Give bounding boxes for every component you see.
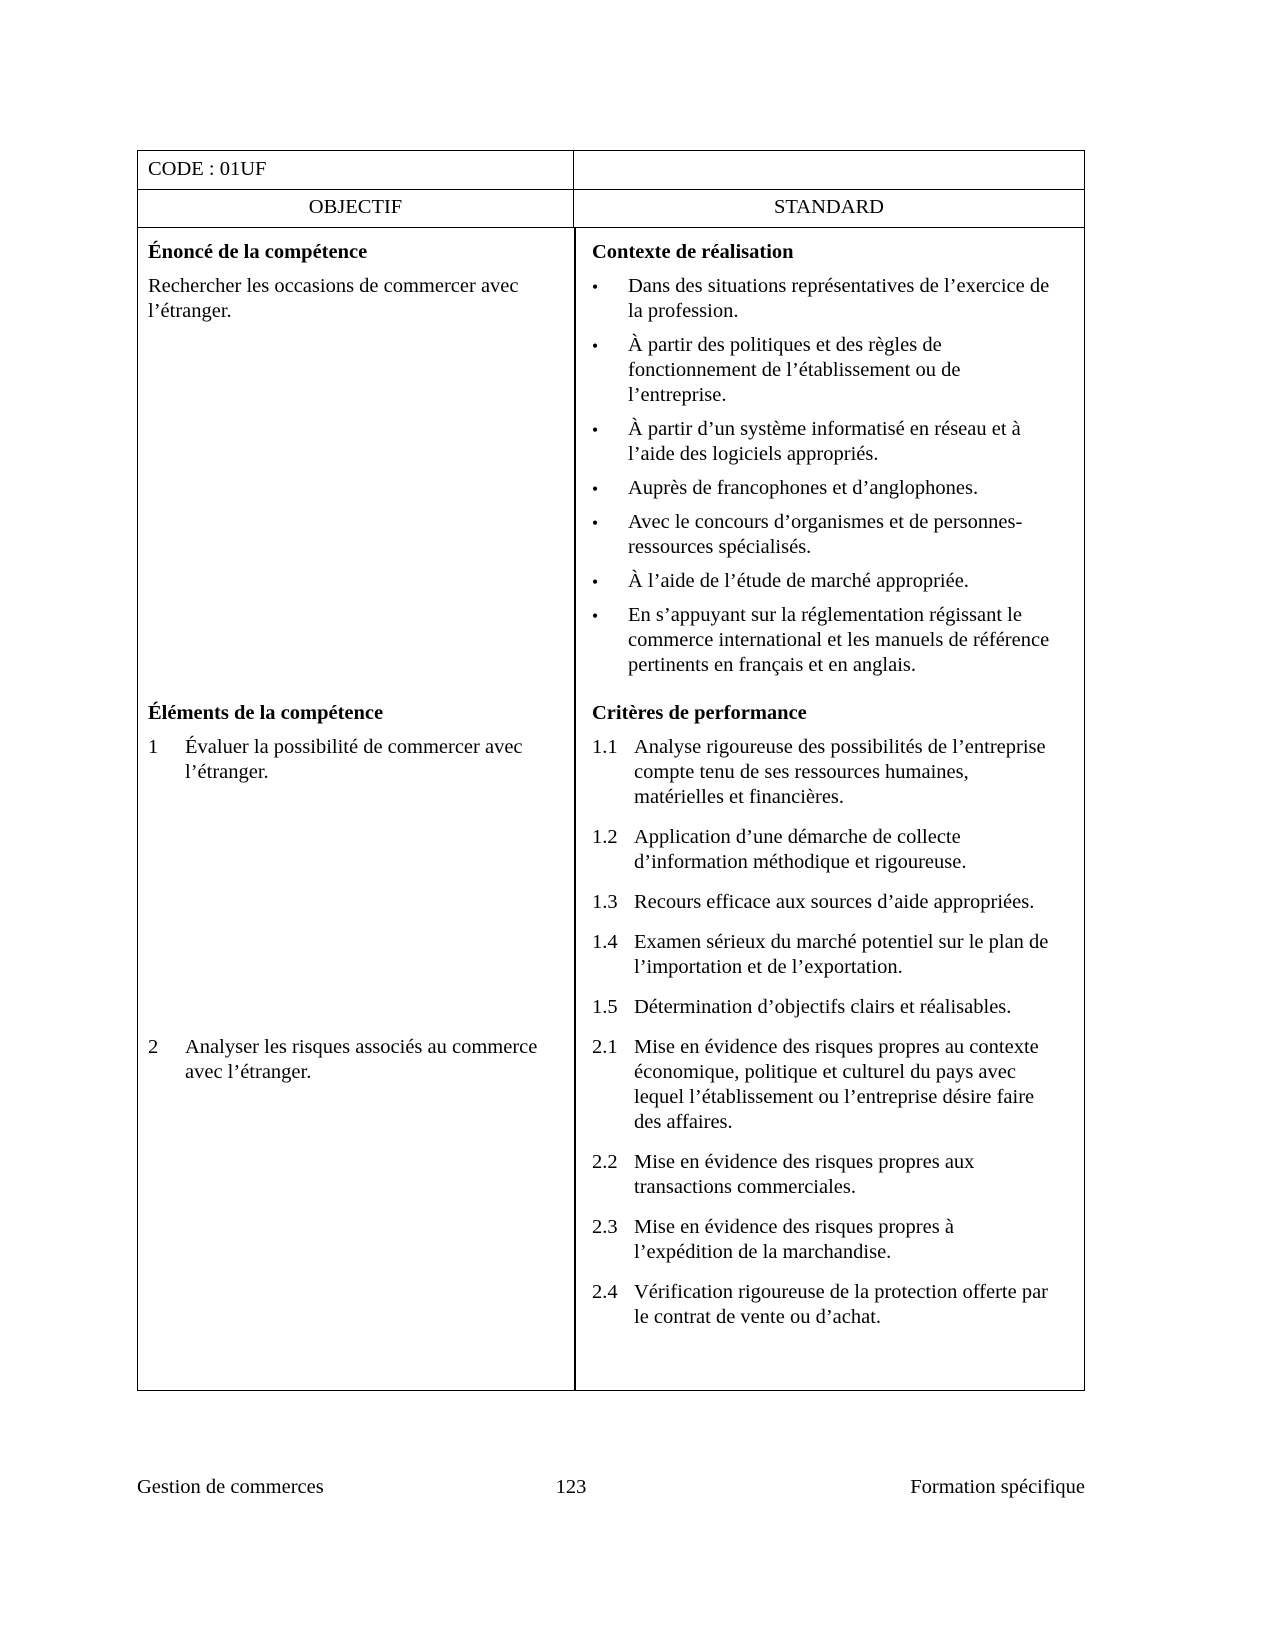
list-item — [592, 569, 1050, 594]
contexte-heading: Contexte de réalisation — [592, 241, 794, 263]
critere-item — [592, 825, 1050, 875]
critere-text: Mise en évidence des risques propres aux transactions commerciales. — [634, 1151, 975, 1198]
critere-item — [592, 995, 1050, 1020]
critere-text: Examen sérieux du marché potentiel sur le plan de l’importation et de l’exportation. — [634, 931, 1049, 978]
critere-text: Application d’une démarche de collecte d’information méthodique et rigoureuse. — [634, 826, 967, 873]
critere-item — [592, 1280, 1050, 1330]
element-number: 2 — [148, 1036, 159, 1058]
enonce-cell — [138, 228, 574, 687]
list-item — [592, 603, 1050, 678]
elements-heading: Éléments de la compétence — [148, 702, 384, 724]
footer-section-name: Formation spécifique — [910, 1476, 1085, 1498]
critere-text: Mise en évidence des risques propres au contexte économique, politique et culturel du pays avec lequel l’établissement ou l’entreprise désire faire des affaires. — [634, 1036, 1039, 1133]
objectif-header: OBJECTIF — [138, 190, 574, 227]
element-text: Évaluer la possibilité de commercer avec l’étranger. — [185, 736, 523, 783]
criteres-list-1 — [592, 735, 1050, 1020]
criteres-list-2 — [592, 1035, 1050, 1330]
critere-text: Recours efficace aux sources d’aide appropriées. — [634, 891, 1035, 913]
bullet-icon — [592, 274, 628, 324]
critere-number: 1.1 — [592, 736, 618, 758]
section-elements-criteres-1 — [138, 687, 1084, 1035]
elements-cell-2 — [138, 1035, 574, 1345]
bullet-text: Auprès de francophones et d’anglophones. — [628, 477, 979, 499]
critere-number: 1.3 — [592, 891, 618, 913]
critere-item — [592, 890, 1050, 915]
code-label: CODE : 01UF — [148, 158, 267, 180]
critere-item — [592, 1150, 1050, 1200]
critere-item — [592, 735, 1050, 810]
list-item — [592, 333, 1050, 408]
critere-number: 2.3 — [592, 1216, 618, 1238]
element-item — [148, 735, 560, 785]
critere-text: Analyse rigoureuse des possibilités de l’entreprise compte tenu de ses ressources humaines, matérielles et financières. — [634, 736, 1046, 808]
list-item — [592, 274, 1050, 324]
elements-cell — [138, 687, 574, 1035]
bullet-text: À l’aide de l’étude de marché appropriée. — [628, 570, 969, 592]
bullet-text: En s’appuyant sur la réglementation régissant le commerce international et les manuels de référence pertinents en français et en anglais. — [628, 604, 1050, 676]
element-item — [148, 1035, 560, 1085]
bullet-text: À partir d’un système informatisé en réseau et à l’aide des logiciels appropriés. — [628, 418, 1021, 465]
code-cell — [138, 151, 574, 189]
critere-text: Mise en évidence des risques propres à l’expédition de la marchandise. — [634, 1216, 954, 1263]
critere-text: Détermination d’objectifs clairs et réalisables. — [634, 996, 1012, 1018]
list-item — [592, 476, 1050, 501]
element-text: Analyser les risques associés au commerce avec l’étranger. — [185, 1036, 538, 1083]
enonce-text: Rechercher les occasions de commercer avec l’étranger. — [148, 275, 519, 322]
critere-item — [592, 1035, 1050, 1135]
bullet-icon — [592, 569, 628, 594]
critere-number: 1.2 — [592, 826, 618, 848]
page-number: 123 — [555, 1476, 587, 1498]
criteres-heading: Critères de performance — [592, 702, 807, 724]
critere-item — [592, 930, 1050, 980]
criteres-cell-2 — [574, 1035, 1084, 1345]
critere-number: 2.2 — [592, 1151, 618, 1173]
critere-number: 2.4 — [592, 1281, 618, 1303]
contexte-cell — [574, 228, 1084, 687]
code-row — [138, 151, 1084, 190]
critere-number: 1.4 — [592, 931, 618, 953]
critere-text: Vérification rigoureuse de la protection offerte par le contrat de vente ou d’achat. — [634, 1281, 1048, 1328]
contexte-bullet-list — [592, 274, 1050, 678]
criteres-cell-1 — [574, 687, 1084, 1035]
element-number: 1 — [148, 736, 159, 758]
bullet-icon — [592, 510, 628, 560]
code-empty-cell — [574, 151, 1084, 189]
bullet-text: À partir des politiques et des règles de fonctionnement de l’établissement ou de l’entreprise. — [628, 334, 961, 406]
list-item — [592, 510, 1050, 560]
enonce-heading: Énoncé de la compétence — [148, 241, 368, 263]
bullet-icon — [592, 476, 628, 501]
critere-number: 1.5 — [592, 996, 618, 1018]
bullet-icon — [592, 603, 628, 678]
section-elements-criteres-2 — [138, 1035, 1084, 1345]
column-headers-row — [138, 190, 1084, 228]
bullet-text: Avec le concours d’organismes et de personnes-ressources spécialisés. — [628, 511, 1023, 558]
bullet-icon — [592, 417, 628, 467]
bullet-icon — [592, 333, 628, 408]
page-footer — [137, 1475, 1085, 1500]
table-body — [138, 228, 1084, 1390]
list-item — [592, 417, 1050, 467]
bullet-text: Dans des situations représentatives de l’exercice de la profession. — [628, 275, 1050, 322]
section-enonce-contexte — [138, 228, 1084, 687]
critere-number: 2.1 — [592, 1036, 618, 1058]
critere-item — [592, 1215, 1050, 1265]
standard-header: STANDARD — [774, 196, 884, 218]
competency-table — [137, 150, 1085, 1391]
footer-program-name: Gestion de commerces — [137, 1476, 324, 1498]
